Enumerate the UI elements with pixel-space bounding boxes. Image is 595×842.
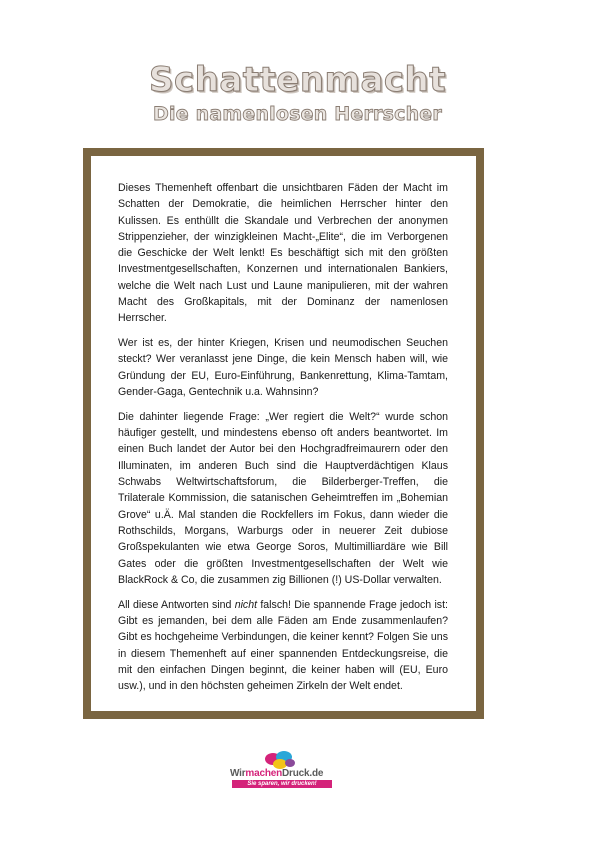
printer-logo	[230, 750, 335, 790]
page-title: Schattenmacht	[148, 60, 447, 100]
logo-wordmark	[230, 768, 323, 779]
logo-word-part-1: Wir	[230, 768, 246, 779]
ink-drops-icon	[263, 750, 299, 770]
paragraph-4-emphasis: nicht	[234, 598, 258, 611]
paragraph-1: Dieses Themenheft offenbart die unsichtbaren Fäden der Macht im Schatten der Demokratie, die heimlichen Herrscher hinter den Kulissen. Es enthüllt die Skandale und Verbrechen der anonymen Strippenzieher, der winzigkleinen Macht-„Elite“, die im Verborgenen die Geschicke der Welt lenkt! Es beschäftigt sich mit den größten Investmentgesellschaften, Konzernen und internationalen Bankiers, welche die Welt nach Lust und Laune manipulieren, mit der wahren Macht des Großkapitals, mit der Dominanz der namenlosen Herrscher.	[118, 182, 448, 325]
logo-word-part-3: Druck.de	[282, 768, 324, 779]
logo-slogan: Sie sparen, wir drucken!	[232, 780, 332, 788]
paragraph-4	[118, 597, 448, 695]
logo-word-part-2: machen	[245, 768, 283, 779]
page-subtitle: Die namenlosen Herrscher	[153, 103, 442, 125]
paragraph-2: Wer ist es, der hinter Kriegen, Krisen und neumodischen Seuchen steckt? Wer veranlasst jene Dinge, die kein Mensch haben will, wie Gründung der EU, Euro-Einführung, Bankenrettung, Klima-Tamtam, Gender-Gaga, Gentechnik u.a. Wahnsinn?	[118, 337, 448, 399]
paragraph-4-start: All diese Antworten sind	[118, 598, 235, 611]
paragraph-4-end: falsch! Die spannende Frage jedoch ist: Gibt es jemanden, bei dem alle Fäden am Ende zusammenlaufen? Gibt es hochgeheime Verbindungen, die keiner kennt? Folgen Sie uns in diesem Themenheft auf einer spannenden Entdeckungsreise, die mit den einfachen Dingen beginnt, die keiner haben will (EU, Euro usw.), und in den höchsten geheimen Zirkeln der Welt endet.	[118, 598, 448, 693]
body-text	[118, 180, 448, 703]
paragraph-3: Die dahinter liegende Frage: „Wer regiert die Welt?“ wurde schon häufiger gestellt, und mindestens ebenso oft anders beantwortet. Im einen Buch landet der Autor bei den Hochgradfreimaurern oder den Illuminaten, im anderen Buch sind die Hauptverdächtigen Klaus Schwabs Weltwirtschaftsforum, die Bilderberger-Treffen, die Trilaterale Kommission, die satanischen Geheimtreffen im „Bohemian Grove“ u.Ä. Mal standen die Rockfellers im Fokus, dann wieder die Rothschilds, Morgans, Warburgs oder in neuerer Zeit dubiose Großspekulanten wie etwa George Soros, Multimilliardäre wie Bill Gates oder die größten Investmentgesellschaften der Welt wie BlackRock & Co, die zusammen zig Billionen (!) US-Dollar verwalten.	[118, 410, 448, 586]
